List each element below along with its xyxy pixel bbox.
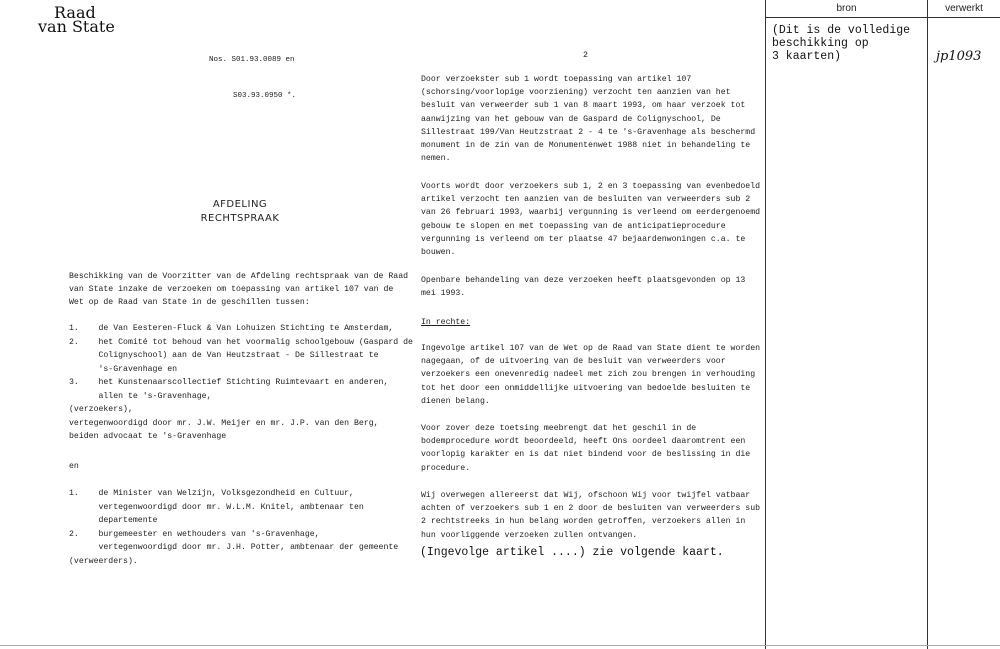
margin-divider-left <box>765 0 766 649</box>
paragraph-provisional-judgment: Voor zover deze toetsing meebrengt dat het geschil in de bodemprocedure wordt beoordeeld, heeft Ons oordeel daaromtrent een voorlopig karakter en is dat niet bindend voor de beslissing in die procedure. <box>421 424 751 473</box>
paragraph-article-107: Ingevolge artikel 107 van de Wet op de Raad van State dient te worden nagegaan, of de uitvoering van de besluit van verweerders voor verzoekers een onevenredig nadeel met zich zou brengen in verhouding tot het door een onmiddellijke uitvoering van bedoelde besluiten te dienen belang. <box>421 344 761 406</box>
raad-van-state-logo <box>38 3 115 36</box>
intro-paragraph: Beschikking van de Voorzitter van de Afdeling rechtspraak van de Raad van State inzake de verzoeken om toepassing van artikel 107 van de Wet op de Raad van State in de geschillen tussen: <box>69 272 409 308</box>
conjunction-en: en <box>69 462 79 471</box>
logo-line-1: Raad <box>54 3 96 22</box>
respondents-list: 1. de Minister van Welzijn, Volksgezondheid en Cultuur, vertegenwoordigd door mr. W.L.M. Knitel, ambtenaar ten departemente 2. burgemeester en wethouders van 's-Gravenhage, vertegenwoordigd door mr. J.H. Potter, ambtenaar der gemeente (verweerders). <box>69 489 399 566</box>
page-number: 2 <box>583 51 588 60</box>
petitioners-list: 1. de Van Eesteren-Fluck & Van Lohuizen Stichting te Amsterdam, 2. het Comité tot behoud van het voormalig schoolgebouw (Gaspard de Colignyschool) aan de Van Heutzstraat - De Sillestraat te 's-Gravenhage en 3. het Kunstenaarscollectief Stichting Ruimtevaart en anderen, allen te 's-Gravenhage, (verzoekers), vertegenwoordigd door mr. J.W. Meijer en mr. J.P. van den Berg, beiden advocaat te 's-Gravenhage <box>69 324 413 441</box>
case-reference-line-1: Nos. S01.93.0089 en <box>209 56 295 64</box>
bron-note: (Dit is de volledige beschikking op 3 kaarten) <box>772 24 911 63</box>
margin-header-rule <box>765 17 1000 18</box>
in-rechte-heading: In rechte: <box>421 318 471 327</box>
verwerkt-note: jp1093 <box>936 49 982 64</box>
case-reference <box>209 30 296 114</box>
case-reference-line-2: S03.93.0950 *. <box>233 92 297 100</box>
paragraph-request-sub1: Door verzoekster sub 1 wordt toepassing van artikel 107 (schorsing/voorlopige voorziening) verzocht ten aanzien van het besluit van verweerder sub 1 van 8 maart 1993, om haar verzoek tot aanwijzing van het gebouw van de Gaspard de Colignyschool, De Sillestraat 199/Van Heutzstraat 2 - 4 te 's-Gravenhage als beschermd monument in de zin van de Monumentenwet 1988 niet in behandeling te nemen. <box>421 75 756 164</box>
bottom-rule <box>0 645 1000 646</box>
paragraph-hearing: Openbare behandeling van deze verzoeken heeft plaatsgevonden op 13 mei 1993. <box>421 276 746 299</box>
section-heading <box>170 198 310 226</box>
paragraph-admissibility: Wij overwegen allereerst dat Wij, ofschoon Wij voor twijfel vatbaar achten of verzoekers sub 1 en 2 door de besluiten van verweerders sub 2 rechtstreeks in hun belang worden getroffen, verzoekers allen in hun voorliggende verzoeken zullen ontvangen. <box>421 491 761 540</box>
continuation-note: (Ingevolge artikel ....) zie volgende kaart. <box>420 546 724 559</box>
heading-line-2: RECHTSPRAAK <box>200 213 280 224</box>
logo-line-2: van State <box>38 17 115 36</box>
paragraph-request-all: Voorts wordt door verzoekers sub 1, 2 en 3 toepassing van evenbedoeld artikel verzocht ten aanzien van de besluiten van verweerders sub 2 van 26 februari 1993, waarbij vergunning is verleend om eerdergenoemd gebouw te slopen en met toepassing van de anticipatieprocedure vergunning is verleend om ter plaatse 47 bejaardenwoningen c.a. te bouwen. <box>421 182 761 258</box>
heading-line-1: AFDELING <box>212 199 268 210</box>
bron-column-header: bron <box>836 3 857 14</box>
margin-divider-right <box>927 0 928 649</box>
verwerkt-column-header: verwerkt <box>945 3 983 14</box>
